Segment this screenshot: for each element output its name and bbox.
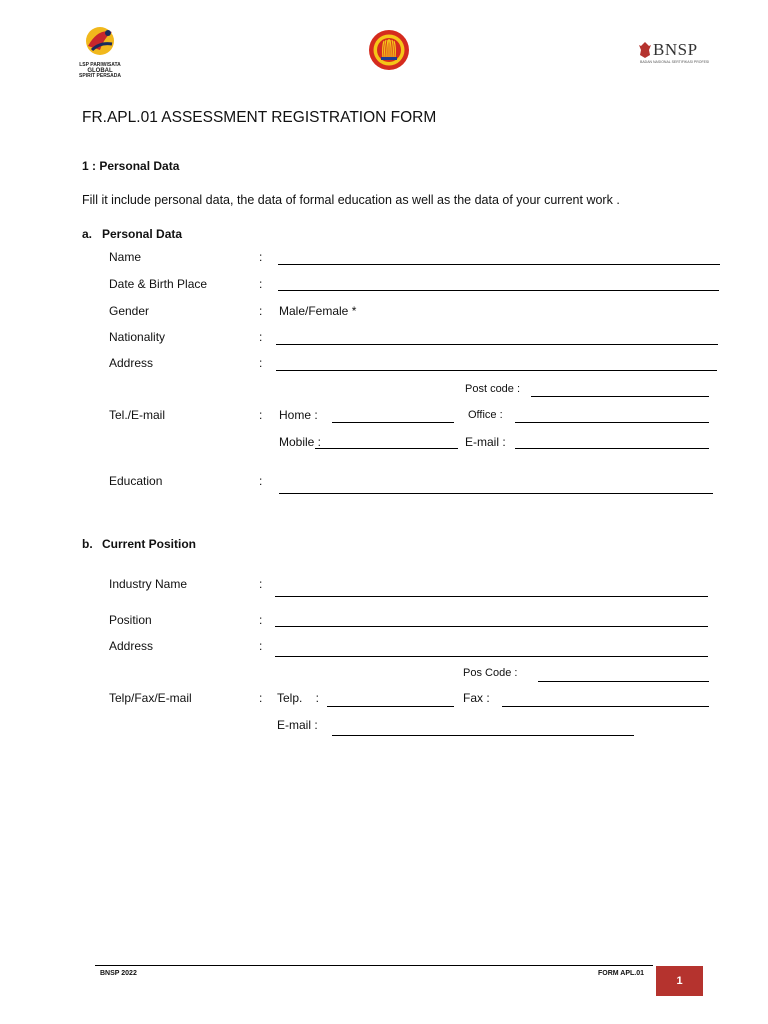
address-label: Address	[109, 356, 154, 370]
form-title: FR.APL.01 ASSESSMENT REGISTRATION FORM	[82, 109, 437, 126]
page-number: 1	[656, 966, 703, 996]
position-colon: :	[259, 613, 263, 627]
lsp-logo-line-3: SPIRIT PERSADA	[79, 73, 121, 79]
address-field[interactable]	[276, 370, 717, 371]
telp-colon: :	[259, 691, 263, 705]
education-label: Education	[109, 474, 163, 488]
asean-emblem-icon	[368, 29, 410, 71]
education-colon: :	[259, 474, 263, 488]
name-field[interactable]	[278, 264, 720, 265]
gender-label: Gender	[109, 304, 150, 318]
industry-field[interactable]	[275, 596, 708, 597]
postcode-label: Post code :	[465, 383, 521, 395]
lsp-emblem-icon	[78, 24, 122, 58]
current-heading: Current Position	[102, 537, 197, 551]
address-colon: :	[259, 356, 263, 370]
current-address-colon: :	[259, 639, 263, 653]
postcode-field[interactable]	[531, 396, 709, 397]
bnsp-subtext: BADAN NASIONAL SERTIFIKASI PROFESI	[640, 60, 710, 64]
asean-logo	[368, 29, 410, 71]
nationality-colon: :	[259, 330, 263, 344]
tel-colon: :	[259, 408, 263, 422]
gender-value[interactable]: Male/Female *	[279, 304, 357, 318]
industry-colon: :	[259, 577, 263, 591]
birth-field[interactable]	[278, 290, 719, 291]
mobile-field[interactable]	[315, 448, 458, 449]
footer-left: BNSP 2022	[100, 970, 137, 977]
current-address-field[interactable]	[275, 656, 708, 657]
section-1-intro: Fill it include personal data, the data of formal education as well as the data of your current work .	[82, 193, 620, 207]
current-letter: b.	[82, 537, 93, 551]
lsp-global-logo	[78, 24, 122, 79]
current-email-field[interactable]	[332, 735, 634, 736]
office-label: Office :	[468, 409, 503, 421]
current-email-label: E-mail :	[277, 718, 318, 732]
gender-colon: :	[259, 304, 263, 318]
telp-field-label: Telp. :	[277, 691, 320, 705]
industry-label: Industry Name	[109, 577, 188, 591]
personal-letter: a.	[82, 227, 93, 241]
telp-fax-email-label: Telp/Fax/E-mail	[109, 691, 192, 705]
name-colon: :	[259, 250, 263, 264]
birth-colon: :	[259, 277, 263, 291]
current-address-label: Address	[109, 639, 154, 653]
section-1-heading: 1 : Personal Data	[82, 159, 180, 173]
fax-field[interactable]	[502, 706, 709, 707]
name-label: Name	[109, 250, 142, 264]
lsp-logo-line-2: GLOBAL	[87, 67, 113, 74]
personal-heading: Personal Data	[102, 227, 183, 241]
fax-label: Fax :	[463, 691, 490, 705]
email-label: E-mail :	[465, 435, 506, 449]
bnsp-brand-text: BNSP	[653, 40, 698, 59]
email-field[interactable]	[515, 448, 709, 449]
home-field[interactable]	[332, 422, 454, 423]
office-field[interactable]	[515, 422, 709, 423]
footer-right: FORM APL.01	[598, 970, 645, 977]
position-field[interactable]	[275, 626, 708, 627]
home-label: Home :	[279, 408, 318, 422]
birth-label: Date & Birth Place	[109, 277, 208, 291]
nationality-label: Nationality	[109, 330, 166, 344]
position-label: Position	[109, 613, 152, 627]
telp-field[interactable]	[327, 706, 454, 707]
footer-divider	[95, 965, 653, 966]
poscode-label: Pos Code :	[463, 667, 518, 679]
nationality-field[interactable]	[276, 344, 718, 345]
bnsp-logo	[638, 40, 708, 68]
mobile-label: Mobile :	[279, 435, 322, 449]
education-field[interactable]	[279, 493, 713, 494]
tel-email-label: Tel./E-mail	[109, 408, 166, 422]
lsp-logo-line-1: LSP PARIWISATA	[79, 62, 121, 68]
garuda-icon	[638, 41, 652, 59]
poscode-field[interactable]	[538, 681, 709, 682]
